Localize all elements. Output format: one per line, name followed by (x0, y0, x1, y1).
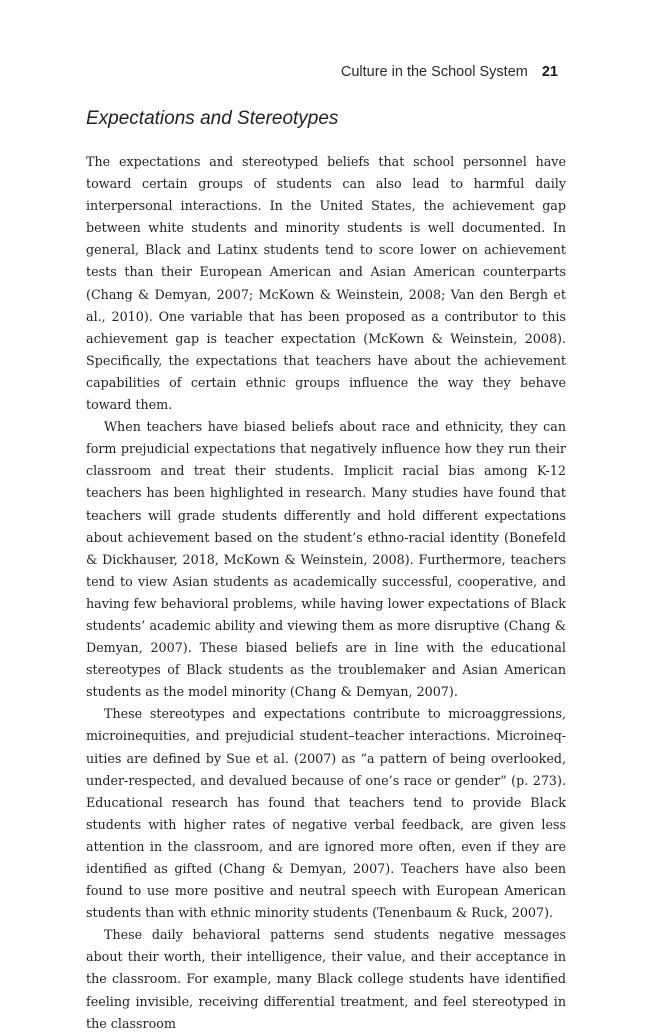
page-number: 21 (541, 64, 558, 80)
running-head-title: Culture in the School System (340, 64, 528, 80)
paragraph: When teachers have biased beliefs about race and ethnicity, they can form prejudicial expectations that negatively influence how they run their classroom and treat their students. Implicit racial bias among K-12 teachers has been highlighted in research. Many studies have found that teachers will grade students differently and hold different expectations about achievement based on the student’s ethno-racial identity (Bonefeld & Dickhauser, 2018, McKown & Weinstein, 2008). Furthermore, teachers tend to view Asian students as academically successful, cooperative, and having few behavioral problems, while having lower expectations of Black students’ academic ability and viewing them as more disruptive (Chang & Demyan, 2007). These biased beliefs are in line with the educational stereotypes of Black students as the troublemaker and Asian American students as the model minority (Chang & Demyan, 2007). (86, 419, 566, 700)
running-head (341, 64, 558, 80)
paragraph: The expectations and stereotyped beliefs that school personnel have toward certain groups of students can also lead to harmful daily interpersonal interactions. In the United States, the achievement gap between white students and minority students is well documented. In general, Black and Latinx students tend to score lower on achievement tests than their European American and Asian American counterparts (Chang & Demyan, 2007; McKown & Weinstein, 2008; Van den Bergh et al., 2010). One variable that has been proposed as a contributor to this achievement gap is teacher expectation (McKown & Weinstein, 2008). Specifically, the expectations that teachers have about the achievement capabilities of certain ethnic groups influence the way they behave toward them. (86, 154, 566, 413)
body-text (86, 151, 566, 1035)
paragraph: These stereotypes and expectations contribute to microaggressions, microinequities, and prejudicial student–teacher interactions. Microinequities are defined by Sue et al. (2007) as “a pattern of being overlooked, under-respected, and devalued because of one’s race or gender” (p. 273). Educational research has found that teachers tend to provide Black students with higher rates of negative verbal feedback, are given less attention in the classroom, and are ignored more often, even if they are identified as gifted (Chang & Demyan, 2007). Teachers have also been found to use more positive and neutral speech with European American students than with ethnic minority students (Tenenbaum & Ruck, 2007). (86, 706, 566, 921)
paragraph: These daily behavioral patterns send students negative messages about their worth, their intelligence, their value, and their acceptance in the classroom. For example, many Black college students have identified feeling invisible, receiving differential treatment, and feel stereotyped in the classroom (86, 927, 566, 1031)
section-heading: Expectations and Stereotypes (86, 108, 339, 129)
